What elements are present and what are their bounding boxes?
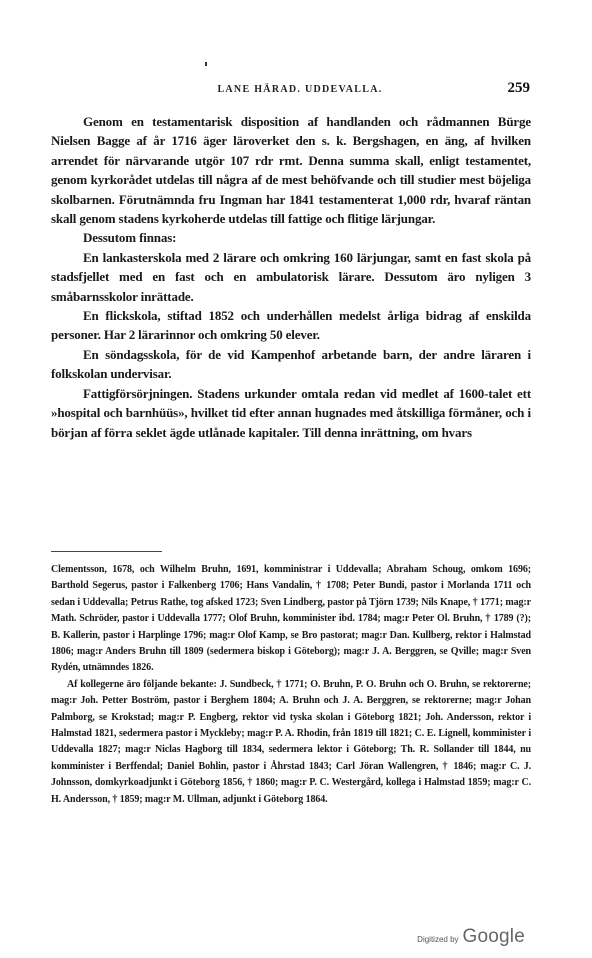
page-header: [0, 80, 592, 104]
footnote-paragraph: Af kollegerne äro följande bekante: J. Sundbeck, † 1771; O. Bruhn, P. O. Bruhn och O. Bruhn, se rektorerne; mag:r Joh. Petter Boström, pastor i Berghem 1804; A. Bruhn och J. A. Berggren, se rektorerne; mag:r Johan Palmborg, se Krokstad; mag:r P. Engberg, rektor vid tyska skolan i Göteborg 1821; Joh. Andersson, rektor i Halmstad 1821, sedermera pastor i Myckleby; mag:r P. A. Rhodin, från 1819 till 1821; C. E. Lignell, komminister i Uddevalla 1827; mag:r Niclas Hagborg till 1834, sedermera lektor i Göteborg; Th. R. Sollander till 1844, nu komminister i Berffendal; Daniel Bohlin, pastor i Åhrstad 1843; Carl Jöran Wallengren, † 1846; mag:r C. J. Johnsson, domkyrkoadjunkt i Göteborg 1856, † 1860; mag:r P. C. Westergård, kollega i Halmstad 1859; mag:r C. H. Andersson, † 1859; mag:r M. Ullman, adjunkt i Göteborg 1864.: [51, 678, 531, 805]
print-mark: [205, 62, 207, 66]
digitized-by-label: Digitized by: [417, 935, 459, 944]
footnote-paragraph: Clementsson, 1678, och Wilhelm Bruhn, 1691, komministrar i Uddevalla; Abraham Schoug, omkom 1696; Barthold Segerus, pastor i Falkenberg 1706; Hans Vandalin, † 1708; Peter Bundi, pastor i Morlanda 1711 och sedan i Uddevalla; Petrus Rathe, tog afsked 1723; Sven Lindberg, pastor på Tjörn 1739; Nils Knape, † 1771; mag:r Math. Schröder, pastor i Uddevalla 1777; Olof Bruhn, komminister ibd. 1784; mag:r Peter Ol. Bruhn, † 1789 (?); B. Kallerin, pastor i Harplinge 1796; mag:r Olof Kamp, se Bro pastorat; mag:r Dan. Kullberg, rektor i Halmstad 1806; mag:r Anders Bruhn till 1809 (sedermera biskop i Göteborg); mag:r J. A. Berggren, se Qville; mag:r Sven Rydén, utnämndes 1826.: [51, 564, 531, 674]
page-number: 259: [507, 80, 530, 96]
main-text: [51, 112, 531, 442]
digitization-watermark: [385, 926, 525, 950]
running-head: LANE HÄRAD. UDDEVALLA.: [217, 84, 383, 95]
body-paragraph: Dessutom finnas:: [83, 230, 177, 246]
body-paragraph: Fattigförsörjningen. Stadens urkunder omtala redan vid medlet af 1600-talet ett »hospital och barnhüüs», hvilket tid efter annan hugnades med åtskilliga förmåner, och i början af förra seklet ägde utlånade kapitaler. Till denna inrättning, om hvars: [51, 385, 531, 440]
body-paragraph: En flickskola, stiftad 1852 och underhållen medelst årliga bidrag af enskilda personer. Har 2 lärarinnor och omkring 50 elever.: [51, 308, 531, 343]
body-paragraph: Genom en testamentarisk disposition af handlanden och rådmannen Bürge Nielsen Bagge af år 1716 äger läroverket den s. k. Bergshagen, en äng, af hvilken arrendet för närvarande utgör 107 rdr rmt. Denna summa skall, enligt testamentet, genom kyrkorådet utdelas till några af de mest behöfvande och till studier mest böjeliga skolbarnen. Förutnämnda fru Ingman har 1841 testamenterat 1,000 rdr, hvaraf räntan skall genom stadens kyrkoherde utdelas till fattige och flitige lärjungar.: [51, 114, 531, 227]
body-paragraph: En söndagsskola, för de vid Kampenhof arbetande barn, der andre läraren i folkskolan undervisar.: [51, 346, 531, 382]
google-logo: Google: [462, 926, 525, 947]
footnote-separator: [51, 551, 162, 552]
footnotes: [51, 562, 531, 808]
body-paragraph: En lankasterskola med 2 lärare och omkring 160 lärjungar, samt en fast skola på stadsfjellet med en fast och en ambulatorisk lärare. Dessutom äro nyligen 3 småbarnsskolor inrättade.: [51, 249, 531, 304]
